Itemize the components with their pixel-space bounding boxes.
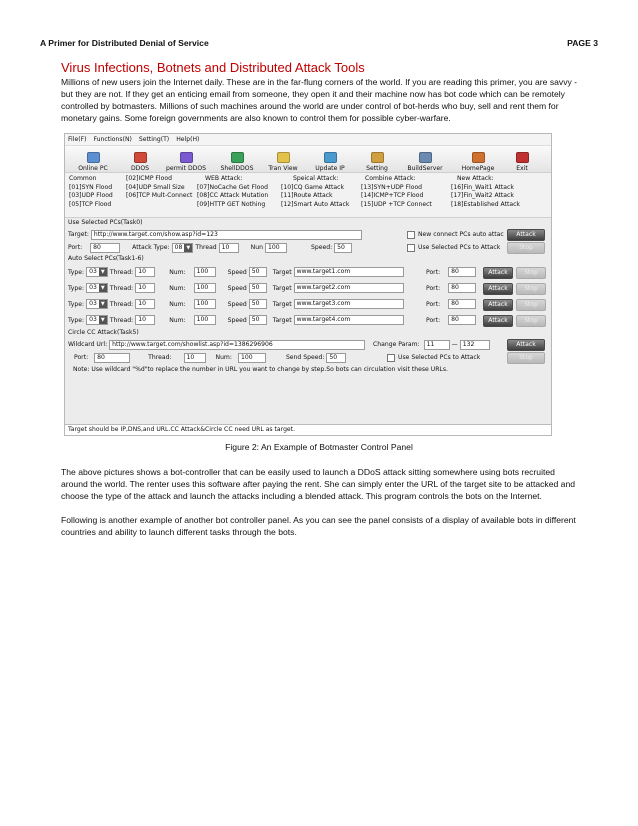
attack-type-item: [01]SYN Flood	[69, 183, 113, 191]
menu-file[interactable]: File(F)	[68, 136, 87, 143]
task5-attack-button[interactable]: Attack	[507, 339, 545, 351]
task0-options-row	[65, 241, 551, 254]
task-type-value: 03	[89, 284, 97, 291]
task-num-label: Num:	[169, 316, 186, 324]
task0-target-input[interactable]: http://www.target.com/show.asp?id=123	[91, 230, 362, 240]
menu-functions[interactable]: Functions(N)	[93, 136, 132, 143]
task5-url-row: Wildcard Url: http://www.target.com/showlist.asp?id=1386296906 Change Param: 11 — 132 Attack	[65, 338, 551, 351]
task-thread-label: Thread:	[109, 284, 134, 292]
task-stop-button[interactable]: Stop	[516, 267, 546, 279]
attack-type-item: [12]Smart Auto Attack	[281, 200, 350, 208]
toolbar-button-tran-view[interactable]	[261, 146, 305, 172]
document-icon	[277, 152, 290, 163]
chevron-down-icon: ▼	[99, 268, 107, 276]
task-num-input[interactable]: 100	[194, 267, 216, 277]
attack-type-item: [09]HTTP GET Nothing	[197, 200, 266, 208]
paragraph-2	[61, 466, 581, 502]
task-type-value: 03	[89, 300, 97, 307]
tasks16-rows	[65, 264, 551, 328]
task0-thread-input[interactable]: 10	[219, 243, 239, 253]
task-type-select[interactable]	[86, 283, 108, 293]
tasks16-section-title: Auto Select PCs(Task1-6)	[68, 255, 144, 262]
cart-icon	[180, 152, 193, 163]
globe-icon	[231, 152, 244, 163]
task0-thread-label: Thread	[195, 244, 217, 251]
toolbar-button-shellddos[interactable]	[213, 146, 261, 172]
attack-column-5	[361, 175, 432, 209]
task5-use-selected-checkbox[interactable]	[387, 354, 395, 362]
task5-section-title: Circle CC Attack(Task5)	[68, 329, 139, 336]
menu-setting[interactable]: Setting(T)	[138, 136, 170, 143]
attack-type-item: [07]NoCache Get Flood	[197, 183, 269, 191]
attack-type-item: [05]TCP Flood	[69, 200, 112, 208]
task0-attack-button[interactable]: Attack	[507, 229, 545, 241]
task-port-input[interactable]: 80	[448, 315, 476, 325]
document-title: A Primer for Distributed Denial of Service	[40, 38, 209, 48]
p3-line-2: countries and ability to launch different tasks through the bots.	[61, 527, 297, 537]
attack-type-item: [14]ICMP+TCP Flood	[361, 192, 424, 200]
task-row-1	[65, 264, 551, 280]
p1-line-1: Millions of new users join the Internet daily. These are in the far-flung corners of the world. If you are reading this primer, you are savvy -	[61, 77, 578, 87]
chevron-down-icon: ▼	[99, 316, 107, 324]
bomb-icon	[134, 152, 147, 163]
p2-line-1: The above pictures shows a bot-controller that can be easily used to launch a DDoS attack sitting somewhere using bots recruited	[61, 467, 555, 477]
toolbar-button-update-ip[interactable]	[305, 146, 355, 172]
wildcard-note: Note: Use wildcard "%d"to replace the number in URL you want to change by step.So bots can circulation visit these URLs.	[73, 366, 448, 373]
paragraph-3	[61, 514, 581, 538]
page-header	[40, 38, 598, 48]
botmaster-panel-window	[64, 133, 552, 436]
task5-wildcard-label: Wildcard Url:	[68, 341, 108, 348]
task-num-label: Num:	[169, 300, 186, 308]
task5-options-row	[65, 351, 551, 364]
p1-line-3: controlled by botmasters. Millions of such machines around the world are under control of bot-herds who buy, sell and rent them for	[61, 101, 559, 111]
chevron-down-icon: ▼	[99, 300, 107, 308]
task5-port-label: Port:	[74, 354, 89, 361]
attack-type-item: [13]SYN+UDP Flood	[361, 183, 423, 191]
menu-help[interactable]: Help(H)	[176, 136, 200, 143]
toolbar-button-label: DDOS	[130, 165, 150, 172]
task5-stop-button[interactable]: Stop	[507, 352, 545, 364]
task5-use-selected-label: Use Selected PCs to Attack	[398, 354, 481, 361]
task5-send-speed-input[interactable]: 50	[326, 353, 346, 363]
task-thread-label: Thread:	[109, 268, 134, 276]
attack-types-list	[65, 173, 551, 218]
monitor-icon	[87, 152, 100, 163]
attack-type-item: [10]CQ Game Attack	[281, 183, 345, 191]
task-port-label: Port:	[426, 300, 441, 308]
attack-column-4	[281, 175, 349, 209]
task-attack-button[interactable]: Attack	[483, 315, 513, 327]
chevron-down-icon: ▼	[99, 284, 107, 292]
page-number: PAGE 3	[567, 38, 598, 48]
task5-change-from-input[interactable]: 11	[424, 340, 450, 350]
toolbar-button-label: Tran View	[268, 165, 298, 172]
attack-column-6	[451, 175, 520, 209]
attack-column-header: Common	[69, 175, 97, 182]
task-port-group	[426, 299, 478, 309]
toolbar-button-label: HomePage	[461, 165, 495, 172]
task-port-input[interactable]: 80	[448, 299, 476, 309]
task0-use-selected-label: Use Selected PCs to Attack	[418, 244, 501, 251]
task0-attack-type-select[interactable]: 08 ▼	[172, 243, 194, 253]
task-thread-label: Thread:	[109, 316, 134, 324]
task0-speed-input[interactable]: 50	[334, 243, 352, 253]
task-num-input[interactable]: 100	[194, 315, 216, 325]
attack-type-item: [18]Established Attack	[451, 200, 520, 208]
attack-column-3	[197, 175, 268, 209]
task-thread-label: Thread:	[109, 300, 134, 308]
paragraph-1	[61, 76, 581, 124]
attack-type-item: [06]TCP Mult-Connect	[126, 192, 193, 200]
toolbar-button-label: BuildServer	[407, 165, 443, 172]
toolbar-button-permit-ddos[interactable]	[159, 146, 213, 172]
toolbar	[65, 146, 551, 173]
attack-type-item: [11]Route Attack	[281, 192, 333, 200]
task-port-input[interactable]: 80	[448, 283, 476, 293]
toolbar-button-label: Exit	[516, 165, 528, 172]
task-thread-input[interactable]: 10	[135, 283, 155, 293]
task5-send-speed-label: Send Speed:	[285, 354, 325, 361]
task-stop-button[interactable]: Stop	[516, 315, 546, 327]
toolbar-button-label: permit DDOS	[165, 165, 207, 172]
task-type-select[interactable]	[86, 267, 108, 277]
task-row-2	[65, 280, 551, 296]
toolbar-button-homepage[interactable]	[451, 146, 505, 172]
task-port-group	[426, 315, 478, 325]
toolbar-button-exit[interactable]	[505, 146, 539, 172]
task-port-label: Port:	[426, 316, 441, 324]
attack-type-item: [17]Fin_Wait2 Attack	[451, 192, 514, 200]
task-speed-input[interactable]: 50	[249, 299, 267, 309]
task-attack-button[interactable]: Attack	[483, 267, 513, 279]
toolbar-button-setting[interactable]	[355, 146, 399, 172]
p2-line-2: around the world. The renter uses this software after paying the rent. She can simply enter the URL of the target site to be attacked and	[61, 479, 576, 489]
task0-section-title: Use Selected PCs(Task0)	[68, 219, 143, 226]
task-target-input[interactable]: www.target2.com	[294, 283, 404, 293]
task-target-label: Target	[272, 300, 292, 308]
wrench-icon	[371, 152, 384, 163]
task-type-label: Type:	[68, 284, 85, 292]
task0-port-input[interactable]: 80	[90, 243, 120, 253]
task5-change-param-label: Change Param:	[373, 341, 420, 348]
attack-column-1	[69, 175, 113, 209]
attack-column-header: WEB Attack:	[205, 175, 243, 182]
task5-num-label: Num:	[215, 354, 232, 361]
p1-line-4: monetary gains. Some foreign governments are also known to control them for possible cyber-warfare.	[61, 113, 451, 123]
task-type-select[interactable]	[86, 315, 108, 325]
task-type-select[interactable]	[86, 299, 108, 309]
task0-num-input[interactable]: 100	[265, 243, 287, 253]
task0-stop-button[interactable]: Stop	[507, 242, 545, 254]
attack-column-header: Speical Attack:	[293, 175, 339, 182]
p1-line-2: but they are not. If they get an enticing email from someone, they open it and their machine now has bot code which can be remotely	[61, 89, 565, 99]
task-target-label: Target	[272, 284, 292, 292]
task-row-4	[65, 312, 551, 328]
task-speed-label: Speed	[227, 284, 247, 292]
task-target-input[interactable]: www.target4.com	[294, 315, 404, 325]
attack-type-item: [04]UDP Small Size	[126, 183, 185, 191]
task-attack-button[interactable]: Attack	[483, 283, 513, 295]
new-connect-label: New connect PCs auto attac	[418, 231, 504, 238]
attack-column-header: Combine Attack:	[365, 175, 416, 182]
task-speed-label: Speed	[227, 300, 247, 308]
task-port-group	[426, 283, 478, 293]
task-port-input[interactable]: 80	[448, 267, 476, 277]
task0-num-label: Nun	[250, 244, 263, 251]
task5-change-to-input[interactable]: 132	[460, 340, 490, 350]
task-port-label: Port:	[426, 284, 441, 292]
chevron-down-icon: ▼	[184, 244, 192, 252]
toolbar-button-ddos[interactable]	[121, 146, 159, 172]
task0-use-selected-checkbox[interactable]	[407, 244, 415, 252]
figure-caption: Figure 2: An Example of Botmaster Control Panel	[225, 442, 413, 452]
task-num-input[interactable]: 100	[194, 283, 216, 293]
task-num-input[interactable]: 100	[194, 299, 216, 309]
exit-icon	[516, 152, 529, 163]
attack-type-item: [16]Fin_Wait1 Attack	[451, 183, 514, 191]
attack-column-header: New Attack:	[457, 175, 494, 182]
task0-attack-type-label: Attack Type:	[132, 244, 170, 251]
task-speed-input[interactable]: 50	[249, 267, 267, 277]
task5-thread-label: Thread:	[148, 354, 172, 361]
task-target-label: Target	[272, 268, 292, 276]
menu-bar	[65, 134, 551, 146]
attack-type-item: [03]UDP Flood	[69, 192, 113, 200]
task-speed-input[interactable]: 50	[249, 283, 267, 293]
toolbar-button-label: Online PC	[78, 165, 108, 172]
task-row-3	[65, 296, 551, 312]
attack-type-item: [02]ICMP Flood	[126, 175, 172, 182]
task-num-label: Num:	[169, 268, 186, 276]
home-icon	[472, 152, 485, 163]
task-attack-button[interactable]: Attack	[483, 299, 513, 311]
task-type-value: 03	[89, 268, 97, 275]
toolbar-button-online-pc[interactable]	[65, 146, 121, 172]
p2-line-3: choose the type of the attack and launch the attacks including a blended attack. This program controls the bots on the Internet.	[61, 491, 542, 501]
toolbar-button-buildserver[interactable]	[399, 146, 451, 172]
task-speed-label: Speed	[227, 316, 247, 324]
section-heading: Virus Infections, Botnets and Distributed Attack Tools	[61, 60, 365, 75]
attack-column-2	[126, 175, 192, 201]
task-port-label: Port:	[426, 268, 441, 276]
task-speed-label: Speed	[227, 268, 247, 276]
task-type-label: Type:	[68, 300, 85, 308]
attack-type-item: [08]CC Attack Mutation	[197, 192, 269, 200]
task-port-group	[426, 267, 478, 277]
toolbar-button-label: Setting	[366, 165, 388, 172]
task-target-label: Target	[272, 316, 292, 324]
attack-type-item: [15]UDP +TCP Connect	[361, 200, 432, 208]
status-bar: Target should be IP,DNS,and URL.CC Attack&Circle CC need URL as target.	[65, 424, 551, 435]
task5-wildcard-input[interactable]: http://www.target.com/showlist.asp?id=1386296906	[109, 340, 365, 350]
p3-line-1: Following is another example of another bot controller panel. As you can see the panel consists of a display of available bots in different	[61, 515, 576, 525]
task-thread-input[interactable]: 10	[135, 267, 155, 277]
task-type-label: Type:	[68, 268, 85, 276]
task0-speed-label: Speed:	[310, 244, 333, 251]
task0-target-row	[65, 228, 551, 241]
update-icon	[324, 152, 337, 163]
task-stop-button[interactable]: Stop	[516, 283, 546, 295]
task-thread-input[interactable]: 10	[135, 299, 155, 309]
task-type-label: Type:	[68, 316, 85, 324]
task0-port-label: Port:	[68, 244, 83, 251]
new-connect-checkbox[interactable]	[407, 231, 415, 239]
task-target-input[interactable]: www.target1.com	[294, 267, 404, 277]
server-icon	[419, 152, 432, 163]
task-num-label: Num:	[169, 284, 186, 292]
task0-target-label: Target:	[68, 231, 89, 238]
task5-port-input[interactable]: 80	[94, 353, 130, 363]
task5-thread-input[interactable]: 10	[184, 353, 206, 363]
task5-num-input[interactable]: 100	[238, 353, 266, 363]
toolbar-button-label: ShellDDOS	[220, 165, 254, 172]
task-target-input[interactable]: www.target3.com	[294, 299, 404, 309]
task-stop-button[interactable]: Stop	[516, 299, 546, 311]
task-speed-input[interactable]: 50	[249, 315, 267, 325]
toolbar-button-label: Update IP	[315, 165, 345, 172]
task-thread-input[interactable]: 10	[135, 315, 155, 325]
task-type-value: 03	[89, 316, 97, 323]
